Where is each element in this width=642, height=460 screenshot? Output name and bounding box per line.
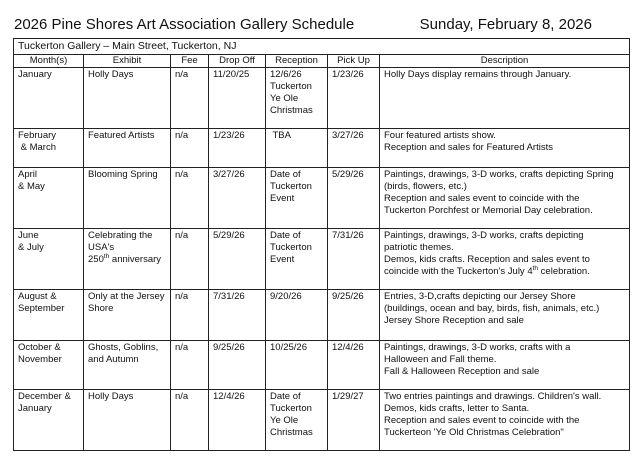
- pick-up-cell: 9/25/26: [328, 290, 380, 341]
- months-cell: October & November: [14, 341, 84, 390]
- fee-cell: n/a: [171, 168, 209, 229]
- pick-up-cell: 1/29/27: [328, 390, 380, 451]
- exhibit-cell: Holly Days: [84, 390, 171, 451]
- table-header-row: [14, 55, 630, 68]
- exhibit-cell: Holly Days: [84, 68, 171, 129]
- reception-cell: 9/20/26: [266, 290, 328, 341]
- drop-off-cell: 11/20/25: [209, 68, 266, 129]
- description-cell: Holly Days display remains through January.: [380, 68, 630, 129]
- table-row: [14, 341, 630, 390]
- description-cell: Four featured artists show. Reception and sales for Featured Artists: [380, 129, 630, 168]
- description-cell: Two entries paintings and drawings. Children's wall. Demos, kids crafts, letter to Santa. Reception and sales event to coincide with the Tuckerteon 'Ye Old Christmas Celebration": [380, 390, 630, 451]
- drop-off-cell: 5/29/26: [209, 229, 266, 290]
- drop-off-cell: 12/4/26: [209, 390, 266, 451]
- fee-cell: n/a: [171, 229, 209, 290]
- months-cell: February & March: [14, 129, 84, 168]
- column-header-months: Month(s): [14, 55, 84, 68]
- reception-cell: TBA: [266, 129, 328, 168]
- document-title: 2026 Pine Shores Art Association Gallery Schedule: [14, 16, 355, 33]
- column-header-fee: Fee: [171, 55, 209, 68]
- column-header-reception: Reception: [266, 55, 328, 68]
- description-cell: Paintings, drawings, 3-D works, crafts with a Halloween and Fall theme. Fall & Halloween Reception and sale: [380, 341, 630, 390]
- schedule-table: [13, 38, 630, 451]
- drop-off-cell: 7/31/26: [209, 290, 266, 341]
- fee-cell: n/a: [171, 68, 209, 129]
- reception-cell: Date of Tuckerton Ye Ole Christmas: [266, 390, 328, 451]
- months-cell: December & January: [14, 390, 84, 451]
- title-row: [14, 14, 628, 36]
- drop-off-cell: 3/27/26: [209, 168, 266, 229]
- reception-cell: 10/25/26: [266, 341, 328, 390]
- exhibit-cell: Only at the Jersey Shore: [84, 290, 171, 341]
- fee-cell: n/a: [171, 290, 209, 341]
- pick-up-cell: 7/31/26: [328, 229, 380, 290]
- months-cell: June & July: [14, 229, 84, 290]
- exhibit-cell: Featured Artists: [84, 129, 171, 168]
- column-header-exhibit: Exhibit: [84, 55, 171, 68]
- exhibit-cell: Celebrating the USA's 250th anniversary: [84, 229, 171, 290]
- document-date: Sunday, February 8, 2026: [419, 16, 592, 33]
- table-row: [14, 290, 630, 341]
- table-row: [14, 168, 630, 229]
- description-cell: Entries, 3-D,crafts depicting our Jersey Shore (buildings, ocean and bay, birds, fish, animals, etc.) Jersey Shore Reception and sale: [380, 290, 630, 341]
- column-header-drop-off: Drop Off: [209, 55, 266, 68]
- pick-up-cell: 3/27/26: [328, 129, 380, 168]
- drop-off-cell: 1/23/26: [209, 129, 266, 168]
- months-cell: January: [14, 68, 84, 129]
- fee-cell: n/a: [171, 341, 209, 390]
- column-header-pick-up: Pick Up: [328, 55, 380, 68]
- months-cell: August & September: [14, 290, 84, 341]
- description-cell: Paintings, drawings, 3-D works, crafts depicting patriotic themes. Demos, kids crafts. Reception and sales event to coincide with the Tuckerton's July 4th celebration.: [380, 229, 630, 290]
- reception-cell: Date of Tuckerton Event: [266, 229, 328, 290]
- exhibit-cell: Blooming Spring: [84, 168, 171, 229]
- column-header-description: Description: [380, 55, 630, 68]
- reception-cell: 12/6/26 Tuckerton Ye Ole Christmas: [266, 68, 328, 129]
- months-cell: April & May: [14, 168, 84, 229]
- pick-up-cell: 12/4/26: [328, 341, 380, 390]
- table-row: [14, 229, 630, 290]
- table-row: [14, 68, 630, 129]
- description-cell: Paintings, drawings, 3-D works, crafts depicting Spring (birds, flowers, etc.) Reception and sales event to coincide with the Tuckerton Porchfest or Memorial Day celebration.: [380, 168, 630, 229]
- fee-cell: n/a: [171, 390, 209, 451]
- pick-up-cell: 1/23/26: [328, 68, 380, 129]
- pick-up-cell: 5/29/26: [328, 168, 380, 229]
- gallery-location: Tuckerton Gallery – Main Street, Tuckerton, NJ: [14, 39, 630, 55]
- table-row: [14, 129, 630, 168]
- exhibit-cell: Ghosts, Goblins, and Autumn: [84, 341, 171, 390]
- reception-cell: Date of Tuckerton Event: [266, 168, 328, 229]
- drop-off-cell: 9/25/26: [209, 341, 266, 390]
- fee-cell: n/a: [171, 129, 209, 168]
- table-row: [14, 390, 630, 451]
